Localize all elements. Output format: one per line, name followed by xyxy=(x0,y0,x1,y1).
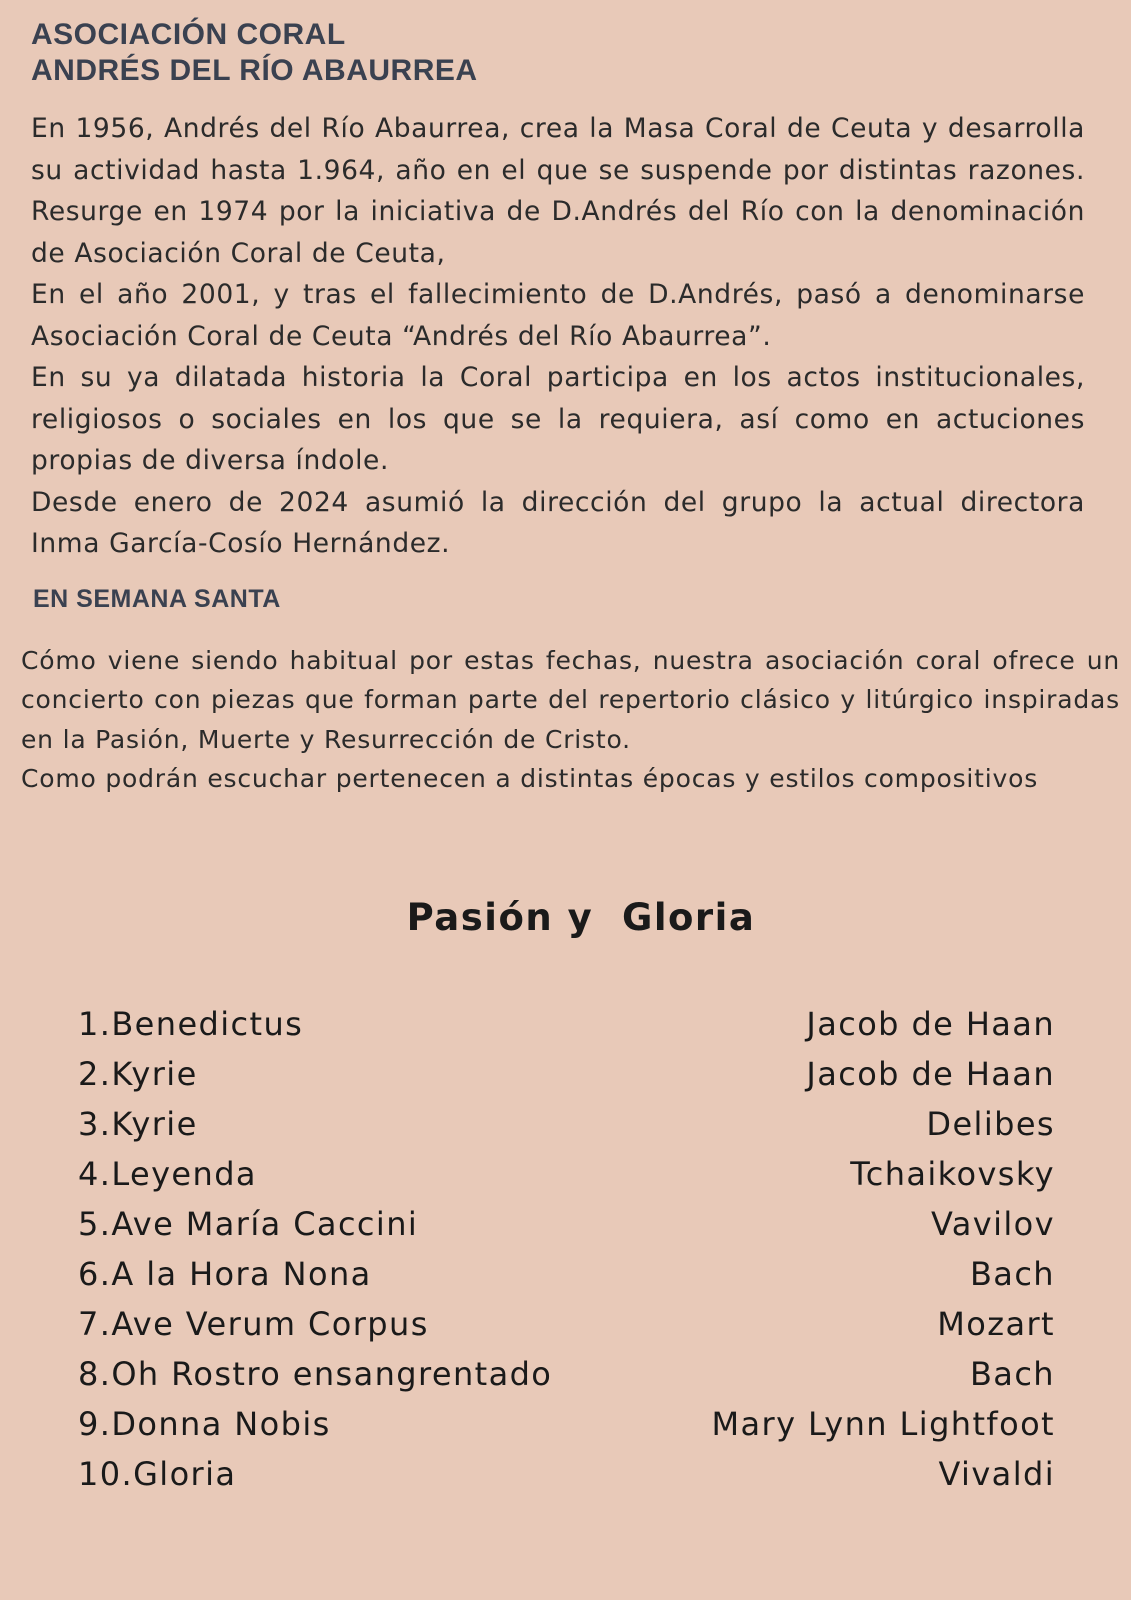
composer-name: Bach xyxy=(969,1255,1055,1293)
piece-title: 8.Oh Rostro ensangrentado xyxy=(78,1355,553,1393)
composer-name: Vavilov xyxy=(930,1205,1055,1243)
title-line-2: ANDRÉS DEL RÍO ABAURREA xyxy=(31,54,478,87)
program-item xyxy=(78,1355,1055,1405)
semana-santa-paragraph-2: Como podrán escuchar pertenecen a distintas épocas y estilos compositivos xyxy=(21,763,1039,793)
composer-name: Vivaldi xyxy=(938,1455,1055,1493)
program-item xyxy=(78,1005,1055,1055)
semana-santa-text xyxy=(21,641,1120,798)
intro-paragraph-1: En 1956, Andrés del Río Abaurrea, crea la Masa Coral de Ceuta y desarrolla su actividad hasta 1.964, año en el que se suspende por distintas razones. Resurge en 1974 por la iniciativa de D.Andrés del Río con la denominación de Asociación Coral de Ceuta, xyxy=(31,113,1085,269)
section-heading-semana-santa: EN SEMANA SANTA xyxy=(33,585,281,613)
program-item xyxy=(78,1155,1055,1205)
program-item xyxy=(78,1105,1055,1155)
composer-name: Bach xyxy=(969,1355,1055,1393)
semana-santa-paragraph-1: Cómo viene siendo habitual por estas fechas, nuestra asociación coral ofrece un concierto con piezas que forman parte del repertorio clásico y litúrgico inspiradas en la Pasión, Muerte y Resurrección de Cristo. xyxy=(21,646,1120,754)
intro-paragraph-3: En su ya dilatada historia la Coral participa en los actos institucionales, religiosos o sociales en los que se la requiera, así como en actuciones propias de diversa índole. xyxy=(31,362,1085,476)
program-item xyxy=(78,1255,1055,1305)
program-item xyxy=(78,1405,1055,1455)
program-title: Pasión y Gloria xyxy=(406,896,756,939)
composer-name: Jacob de Haan xyxy=(806,1005,1055,1043)
piece-title: 3.Kyrie xyxy=(78,1105,198,1143)
composer-name: Mozart xyxy=(937,1305,1055,1343)
piece-title: 5.Ave María Caccini xyxy=(78,1205,419,1243)
piece-title: 6.A la Hora Nona xyxy=(78,1255,372,1293)
composer-name: Delibes xyxy=(926,1105,1055,1143)
program-list xyxy=(78,1005,1055,1505)
intro-text xyxy=(31,108,1085,565)
piece-title: 2.Kyrie xyxy=(78,1055,198,1093)
program-item xyxy=(78,1205,1055,1255)
program-item xyxy=(78,1455,1055,1505)
piece-title: 10.Gloria xyxy=(78,1455,237,1493)
program-item xyxy=(78,1055,1055,1105)
title-line-1: ASOCIACIÓN CORAL xyxy=(31,18,346,51)
piece-title: 9.Donna Nobis xyxy=(78,1405,331,1443)
piece-title: 7.Ave Verum Corpus xyxy=(78,1305,429,1343)
intro-paragraph-2: En el año 2001, y tras el fallecimiento de D.Andrés, pasó a denominarse Asociación Coral de Ceuta “Andrés del Río Abaurrea”. xyxy=(31,279,1085,352)
intro-paragraph-4: Desde enero de 2024 asumió la dirección del grupo la actual directora Inma García-Cosío Hernández. xyxy=(31,486,1085,559)
piece-title: 1.Benedictus xyxy=(78,1005,304,1043)
composer-name: Mary Lynn Lightfoot xyxy=(711,1405,1055,1443)
composer-name: Tchaikovsky xyxy=(850,1155,1055,1193)
piece-title: 4.Leyenda xyxy=(78,1155,257,1193)
composer-name: Jacob de Haan xyxy=(806,1055,1055,1093)
program-item xyxy=(78,1305,1055,1355)
